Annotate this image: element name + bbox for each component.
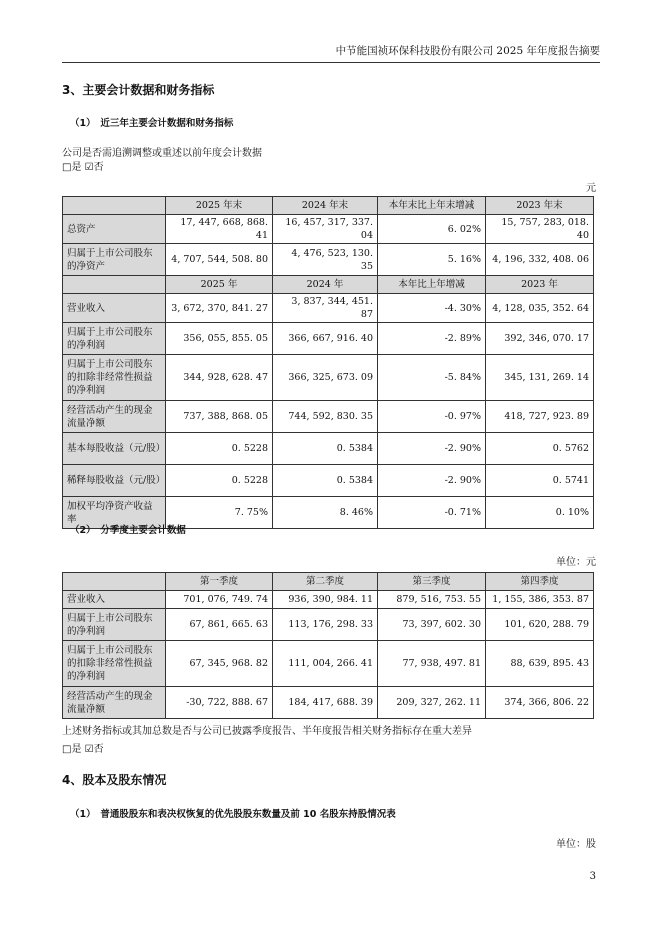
table-cell: 4, 128, 035, 352. 64 — [486, 294, 594, 323]
table-cell: 4, 196, 332, 408. 06 — [486, 244, 594, 276]
table-cell: 737, 388, 868. 05 — [166, 401, 273, 433]
column-header: 第二季度 — [273, 573, 378, 591]
section3-sub2-title: （2） 分季度主要会计数据 — [70, 525, 186, 536]
table-cell: 88, 639, 895. 43 — [486, 641, 594, 687]
unit2-label: 单位：元 — [556, 557, 596, 568]
column-header: 第一季度 — [166, 573, 273, 591]
column-header: 2024 年末 — [273, 197, 378, 215]
page-number: 3 — [589, 871, 596, 882]
table-cell: 356, 055, 855. 05 — [166, 323, 273, 355]
table-cell: 0. 5762 — [486, 433, 594, 465]
table-cell: 936, 390, 984. 11 — [273, 591, 378, 609]
table-cell: 5. 16% — [378, 244, 486, 276]
column-header: 本年末比上年末增减 — [378, 197, 486, 215]
table-cell: 344, 928, 628. 47 — [166, 355, 273, 401]
row-label: 加权平均净资产收益率 — [63, 497, 166, 529]
table-row — [63, 215, 594, 244]
table-cell: 744, 592, 830. 35 — [273, 401, 378, 433]
table-row — [63, 687, 594, 719]
header-divider — [62, 62, 600, 63]
table-cell: 0. 5228 — [166, 465, 273, 497]
table-cell: 7. 75% — [166, 497, 273, 529]
quarter-diff-question: 上述财务指标或其加总数是否与公司已披露季度报告、半年度报告相关财务指标存在重大差异 — [62, 726, 472, 737]
row-label: 总资产 — [63, 215, 166, 244]
table-cell: 77, 938, 497. 81 — [378, 641, 486, 687]
table-cell: -30, 722, 888. 67 — [166, 687, 273, 719]
row-label: 归属于上市公司股东的扣除非经常性损益的净利润 — [63, 641, 166, 687]
quarterly-financial-table — [62, 572, 594, 719]
table-row — [63, 465, 594, 497]
table-cell: 0. 10% — [486, 497, 594, 529]
table-row — [63, 355, 594, 401]
unit-shares-label: 单位：股 — [556, 839, 596, 850]
table-cell: 374, 366, 806. 22 — [486, 687, 594, 719]
column-header — [63, 197, 166, 215]
table-row — [63, 401, 594, 433]
row-label: 基本每股收益（元/股） — [63, 433, 166, 465]
row-label: 归属于上市公司股东的净资产 — [63, 244, 166, 276]
table-cell: 113, 176, 298. 33 — [273, 609, 378, 641]
table-cell: 15, 757, 283, 018. 40 — [486, 215, 594, 244]
annual-financial-table — [62, 196, 594, 529]
table-cell: -5. 84% — [378, 355, 486, 401]
table-cell: 701, 076, 749. 74 — [166, 591, 273, 609]
table-cell: 184, 417, 688. 39 — [273, 687, 378, 719]
section3-title: 3、主要会计数据和财务指标 — [62, 83, 215, 97]
table-cell: 4, 476, 523, 130. 35 — [273, 244, 378, 276]
unit-label: 元 — [586, 183, 596, 194]
section3-sub1-title: （1） 近三年主要会计数据和财务指标 — [70, 118, 234, 129]
section4-title: 4、股本及股东情况 — [62, 773, 167, 787]
row-label: 归属于上市公司股东的净利润 — [63, 323, 166, 355]
table-row — [63, 294, 594, 323]
table-cell: 6. 02% — [378, 215, 486, 244]
table-cell: -2. 90% — [378, 433, 486, 465]
table-cell: -0. 71% — [378, 497, 486, 529]
row-label: 归属于上市公司股东的扣除非经常性损益的净利润 — [63, 355, 166, 401]
table-cell: 67, 861, 665. 63 — [166, 609, 273, 641]
table-cell: 0. 5228 — [166, 433, 273, 465]
row-label: 经营活动产生的现金流量净额 — [63, 401, 166, 433]
table-cell: -4. 30% — [378, 294, 486, 323]
table-cell: 67, 345, 968. 82 — [166, 641, 273, 687]
table-row — [63, 323, 594, 355]
table-header-row — [63, 197, 594, 215]
table-cell: 3, 672, 370, 841. 27 — [166, 294, 273, 323]
column-header: 2025 年末 — [166, 197, 273, 215]
table-row — [63, 591, 594, 609]
table-cell: 1, 155, 386, 353. 87 — [486, 591, 594, 609]
table-cell: -2. 90% — [378, 465, 486, 497]
table-cell: 16, 457, 317, 337. 04 — [273, 215, 378, 244]
table-row — [63, 609, 594, 641]
table-cell: 0. 5741 — [486, 465, 594, 497]
table-cell: 8. 46% — [273, 497, 378, 529]
table-cell: 418, 727, 923. 89 — [486, 401, 594, 433]
column-header: 2023 年末 — [486, 197, 594, 215]
column-header: 2025 年 — [166, 276, 273, 294]
table-cell: 73, 397, 602. 30 — [378, 609, 486, 641]
restate-answer: □是 ☑否 — [62, 162, 104, 173]
table-cell: -2. 89% — [378, 323, 486, 355]
column-header: 本年比上年增减 — [378, 276, 486, 294]
column-header: 2023 年 — [486, 276, 594, 294]
table-cell: 0. 5384 — [273, 465, 378, 497]
row-label: 归属于上市公司股东的净利润 — [63, 609, 166, 641]
column-header — [63, 276, 166, 294]
row-label: 营业收入 — [63, 591, 166, 609]
table-header-row — [63, 573, 594, 591]
table-cell: 0. 5384 — [273, 433, 378, 465]
table-cell: 345, 131, 269. 14 — [486, 355, 594, 401]
table-row — [63, 433, 594, 465]
section4-sub1-title: （1） 普通股股东和表决权恢复的优先股股东数量及前 10 名股东持股情况表 — [70, 809, 396, 820]
row-label: 经营活动产生的现金流量净额 — [63, 687, 166, 719]
column-header: 第四季度 — [486, 573, 594, 591]
table-cell: 209, 327, 262. 11 — [378, 687, 486, 719]
table-row — [63, 244, 594, 276]
row-label: 营业收入 — [63, 294, 166, 323]
column-header: 第三季度 — [378, 573, 486, 591]
table-cell: -0. 97% — [378, 401, 486, 433]
row-label: 稀释每股收益（元/股） — [63, 465, 166, 497]
column-header — [63, 573, 166, 591]
report-header-title: 中节能国祯环保科技股份有限公司 2025 年年度报告摘要 — [335, 45, 600, 57]
table-cell: 879, 516, 753. 55 — [378, 591, 486, 609]
table-cell: 111, 004, 266. 41 — [273, 641, 378, 687]
column-header: 2024 年 — [273, 276, 378, 294]
table-cell: 4, 707, 544, 508. 80 — [166, 244, 273, 276]
table-row — [63, 641, 594, 687]
quarter-diff-answer: □是 ☑否 — [62, 744, 104, 755]
table-cell: 392, 346, 070. 17 — [486, 323, 594, 355]
table-cell: 101, 620, 288. 79 — [486, 609, 594, 641]
table-cell: 366, 325, 673. 09 — [273, 355, 378, 401]
table-cell: 366, 667, 916. 40 — [273, 323, 378, 355]
table-cell: 17, 447, 668, 868. 41 — [166, 215, 273, 244]
table-header-row — [63, 276, 594, 294]
table-cell: 3, 837, 344, 451. 87 — [273, 294, 378, 323]
restate-question: 公司是否需追溯调整或重述以前年度会计数据 — [62, 148, 262, 159]
